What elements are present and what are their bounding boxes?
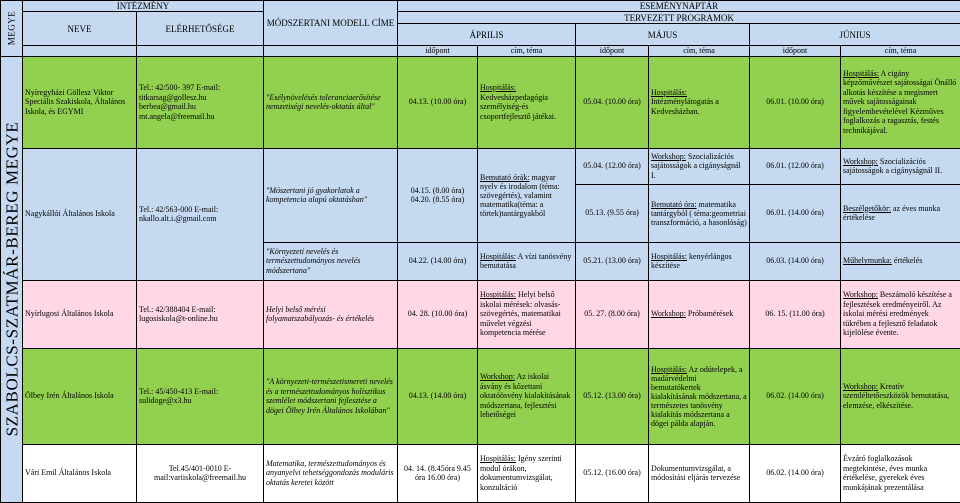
event-topic-text: értékelés — [892, 256, 922, 265]
april-event-topic — [478, 242, 576, 280]
event-topic-text: kenyérlángos készítése — [651, 252, 732, 271]
june-event-topic — [841, 184, 960, 242]
event-topic-text: Próbamérések — [686, 309, 733, 318]
may-event-time: 05.04. (12.00 óra) — [576, 148, 649, 184]
event-topic-text: Az odútelepek, a madárvédelmi bemutatókertek kialakításának módszertana, a természetes tanösvény kialakítás módszertana a dögei pálda alapján. — [651, 365, 747, 428]
event-topic-text: Igény szerinti modul órákon, dokumentumvizsgálat, konzultáció — [480, 454, 562, 492]
event-type-label: Hospitálás: — [651, 365, 687, 374]
school-contact: Tel.: 42/388404 E-mail: lugosiskola@t-online.hu — [137, 280, 264, 348]
elerhetoseg-header: ELÉRHETŐSÉGE — [137, 12, 264, 46]
may-event-time: 05. 27. (8.00 óra) — [576, 280, 649, 348]
event-topic-text: A vízi tanösvény bemutatása — [480, 252, 571, 271]
april-event-time: 04. 14. (8.45óra 9.45 óra 16.00 óra) — [398, 444, 478, 502]
megye-header — [1, 1, 23, 57]
event-topic-text: Szocializációs sajátosságok a cigányságnál II. — [843, 157, 942, 176]
june-event-time: 06.01. (10.00 óra) — [750, 56, 841, 148]
event-topic-text: Beszámoló készítése a fejlesztések eredményeiről. Az iskolai mérési eredmények tükrében a fejlesztő feladatok kijelölése évente. — [843, 290, 952, 337]
april-event-topic — [478, 280, 576, 348]
april-event-topic — [478, 444, 576, 502]
tervezett-header: TERVEZETT PROGRAMOK — [398, 12, 960, 24]
april-event-time: 04.13. (14.00 óra) — [398, 348, 478, 444]
school-contact: Tel.: 42/563-000 E-mail: nkallo.alt.i.@gmail.com — [137, 148, 264, 280]
april-event-time: 04. 28. (10.00 óra) — [398, 280, 478, 348]
school-name: Ölbey Irén Általános Iskola — [23, 348, 137, 444]
april-event-topic — [478, 148, 576, 242]
june-event-topic — [841, 242, 960, 280]
event-topic-text: az éves munka értékelése — [843, 204, 940, 223]
school-name: Nyíregyházi Göllesz Viktor Speciális Szakiskola, Általános Iskola, és EGYMI — [23, 56, 137, 148]
method-model-title: "Környezeti nevelés és természettudományos nevelés módszertana" — [264, 242, 398, 280]
may-event-topic — [649, 56, 750, 148]
event-topic-text: Szocializációs sajátosságok a cigányságnál I. — [651, 152, 741, 180]
june-event-topic: Évzáró foglalkozások megtekintése, éves munka értékelése, gyerekek éves munkájának prezentálása — [841, 444, 960, 502]
event-type-label: Hospitálás: — [651, 88, 687, 97]
event-topic-text: Intézménylátogatás a Kedvesházban. — [651, 97, 719, 116]
may-event-topic — [649, 184, 750, 242]
april-event-time: 04.15. (8.00 óra) 04.20. (8.55 óra) — [398, 148, 478, 242]
method-model-title: "A környezeti-természetismereti nevelés és a természettudományos holisztikus szemlélet módszertani fejlesztése a dögei Ölbey Irén Általános Iskolában" — [264, 348, 398, 444]
may-event-time: 05.12. (13.00 óra) — [576, 348, 649, 444]
apr-cim-header: cím, téma — [478, 46, 576, 57]
method-model-title: Matematika, természettudományos és anyanyelvi tehetséggondozás moduláris oktatás keretei között — [264, 444, 398, 502]
may-event-topic — [649, 148, 750, 184]
event-type-label: Workshop: — [651, 152, 686, 161]
event-topic-text: Helyi belső iskolai mérések: olvasás-szövegértés, matematikai művelet végzési kompetencia mérése — [480, 290, 561, 337]
jun-cim-header: cím, téma — [841, 46, 960, 57]
may-event-time: 05.12. (16.00 óra) — [576, 444, 649, 502]
event-type-label: Bemutató óra: — [651, 200, 697, 209]
june-event-topic — [841, 148, 960, 184]
aprilis-header: ÁPRILIS — [398, 24, 576, 46]
neve-subheader — [23, 46, 137, 57]
event-type-label: Workshop: — [480, 372, 515, 381]
school-contact: Tel.45/401-0010 E-mail:variiskola@freemail.hu — [137, 444, 264, 502]
event-topic-text: matematika tantárgyból ( téma:geometriai transzformáció, a hasonlóság) — [651, 200, 747, 227]
esemenynaptar-header: ESEMÉNYNAPTÁR — [398, 1, 960, 12]
event-type-label: Workshop: — [843, 382, 878, 391]
april-event-time: 04.22. (14.00 óra) — [398, 242, 478, 280]
elerhetoseg-subheader — [137, 46, 264, 57]
event-type-label: Hospitálás: — [480, 290, 516, 299]
event-type-label: Beszélgetőkör: — [843, 204, 891, 213]
maj-idopont-header: időpont — [576, 46, 649, 57]
majus-header: MÁJUS — [576, 24, 750, 46]
event-type-label: Workshop: — [843, 157, 878, 166]
may-event-topic — [649, 242, 750, 280]
school-name: Nagykállói Általános Iskola — [23, 148, 137, 280]
method-model-title: "Mószertani jó gyakorlatok a kompetencia alapú oktatásban" — [264, 148, 398, 242]
event-type-label: Hospitálás: — [843, 69, 879, 78]
event-type-label: Hospitálás: — [480, 252, 516, 261]
june-event-time: 06.03. (14.00 óra) — [750, 242, 841, 280]
april-event-topic — [478, 56, 576, 148]
event-topic-text: magyar nyelv és irodalom (téma: szövegértés), valamint matematika(téma: a törtek)tantárgyakból — [480, 173, 560, 218]
method-model-title: Helyi belső mérési folyamatszabályozás- és értékelés — [264, 280, 398, 348]
june-event-time: 06.01. (12.00 óra) — [750, 148, 841, 184]
june-event-time: 06.02. (14.00 óra) — [750, 348, 841, 444]
event-topic-text: Kreatív szemléltetőeszközök bemutatása, elemzése, elkészítése. — [843, 382, 949, 410]
jun-idopont-header: időpont — [750, 46, 841, 57]
event-type-label: Workshop: — [651, 309, 686, 318]
event-type-label: Hospitálás: — [480, 454, 516, 463]
event-topic-text: Kedvesházpedagógia személyiség-és csoportfejlesztő játékai. — [480, 93, 556, 121]
modell-header: MÓDSZERTANI MODELL CÍME — [264, 1, 398, 46]
modell-subheader — [264, 46, 398, 57]
may-event-topic — [649, 280, 750, 348]
maj-cim-header: cím, téma — [649, 46, 750, 57]
event-type-label: Műhelymunka: — [843, 256, 892, 265]
june-event-topic — [841, 280, 960, 348]
june-event-time: 06.02. (14.00 óra) — [750, 444, 841, 502]
june-event-topic — [841, 348, 960, 444]
event-topic-text: A cigány képzőművészet sajátosságai Önálló alkotás készítése a megismert művek sajátosságainak figyelembevételével Kézműves foglalkozás a ragasztás, festés technikájával. — [843, 69, 956, 135]
may-event-topic: Dokumentumvizsgálat, a módosítási eljárás tervezése — [649, 444, 750, 502]
intezmeny-header: INTÉZMÉNY — [23, 1, 264, 12]
school-name: Nyírlugosi Általános Iskola — [23, 280, 137, 348]
june-event-time: 06.01. (14.00 óra) — [750, 184, 841, 242]
event-type-label: Hospitálás: — [480, 83, 516, 92]
school-name: Vári Emil Általános Iskola — [23, 444, 137, 502]
may-event-time: 05.04. (10.00 óra) — [576, 56, 649, 148]
event-type-label: Bemutató órák: — [480, 173, 530, 182]
event-topic-text: Az iskolai ásvány és kőzettani oktatóösvény kialakításának módszertana, fejlesztési lehetőségei — [480, 372, 570, 419]
megye-header-label: MEGYE — [7, 11, 17, 46]
event-type-label: Hospitálás: — [651, 252, 687, 261]
apr-idopont-header: időpont — [398, 46, 478, 57]
megye-name: SZABOLCS-SZATMÁR-BEREG MEGYE — [7, 122, 17, 437]
event-type-label: Workshop: — [843, 290, 878, 299]
may-event-topic — [649, 348, 750, 444]
april-event-topic — [478, 348, 576, 444]
may-event-time: 05.21. (13.00 óra) — [576, 242, 649, 280]
school-contact: Tel.: 45/450-413 E-mail: sulidoge@x3.hu — [137, 348, 264, 444]
neve-header: NEVE — [23, 12, 137, 46]
june-event-time: 06. 15. (11.00 óra) — [750, 280, 841, 348]
april-event-time: 04.13. (10.00 óra) — [398, 56, 478, 148]
junius-header: JÚNIUS — [750, 24, 960, 46]
school-contact: Tel.: 42/500- 397 E-mail: titkarsag@gollesz.hu berbea@gmail.hu mt.angela@freemail.hu — [137, 56, 264, 148]
may-event-time: 05.13. (9.55 óra) — [576, 184, 649, 242]
megye-cell — [1, 56, 23, 502]
method-model-title: "Esélynövelésés toleranciaerősítése nemzetiségi nevelés-oktatás által" — [264, 56, 398, 148]
june-event-topic — [841, 56, 960, 148]
